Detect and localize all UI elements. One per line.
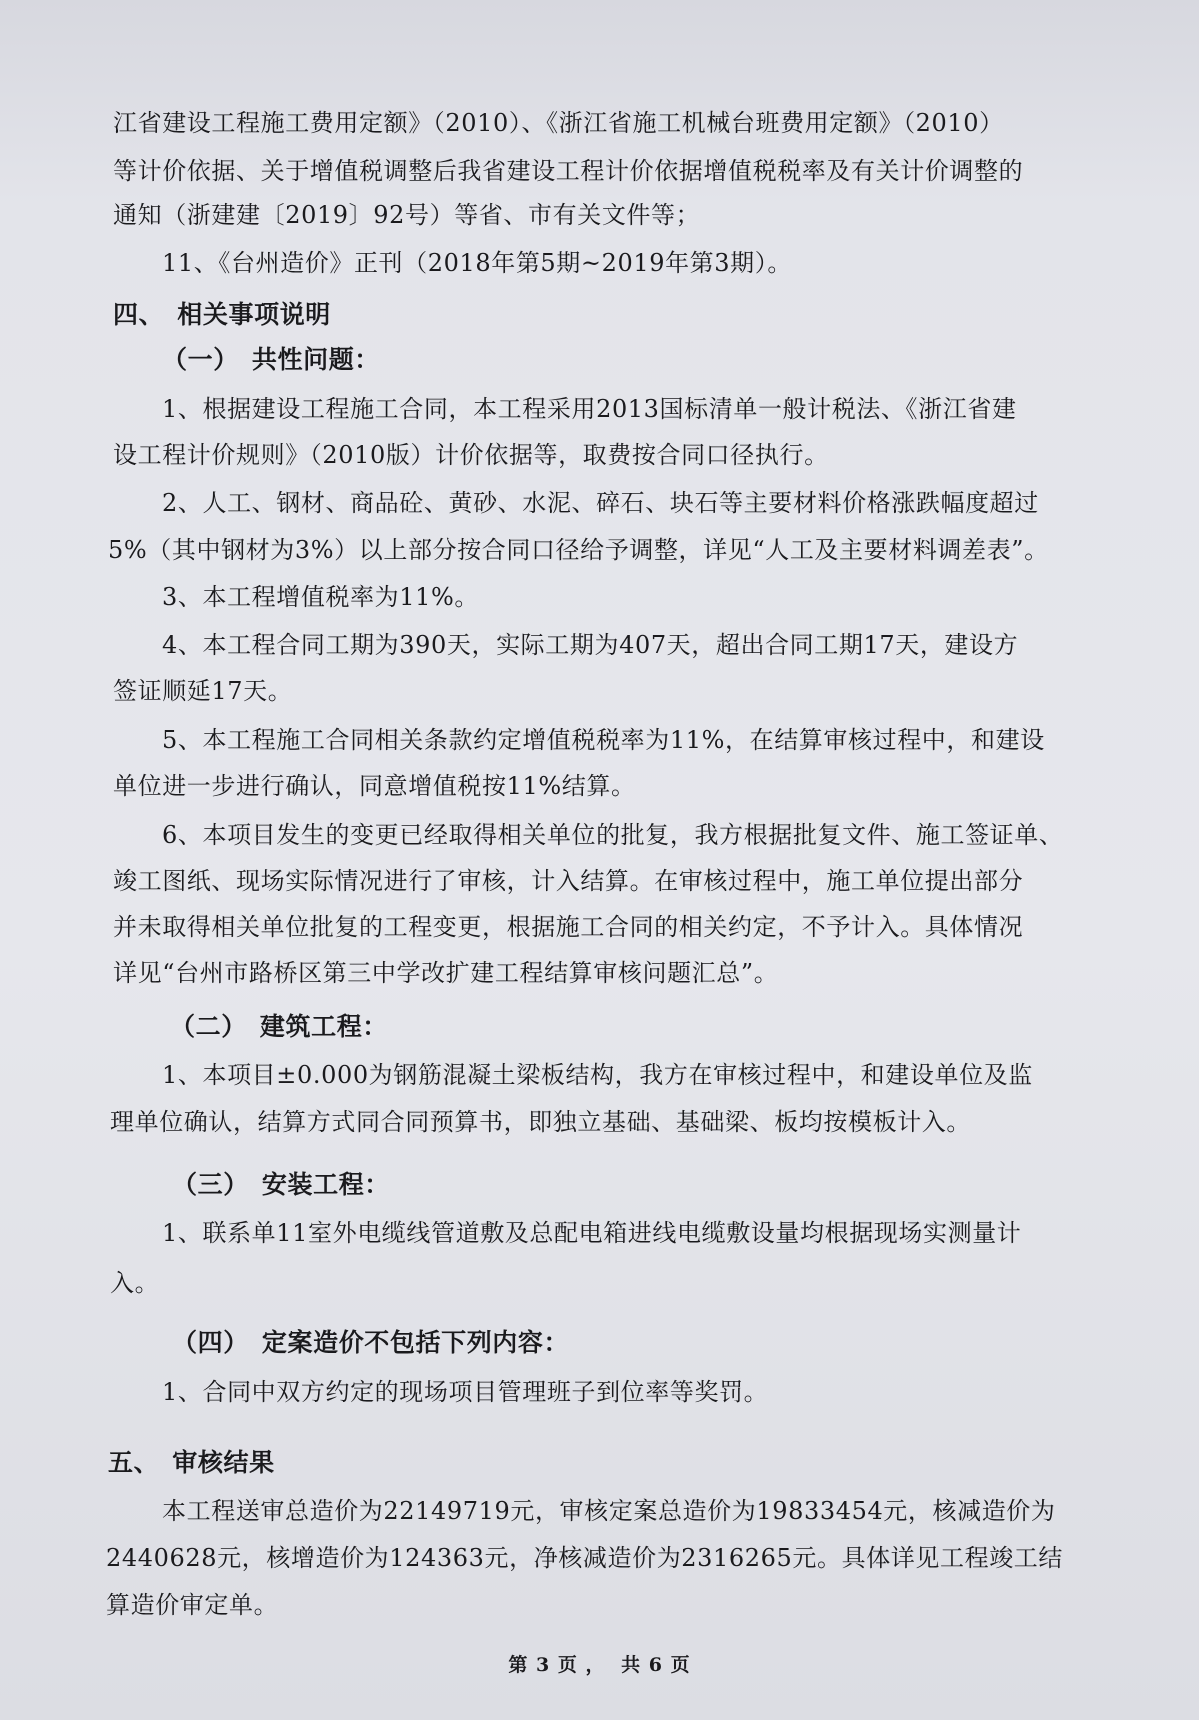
body-line: 1、联系单11室外电缆线管道敷及总配电箱进线电缆敷设量均根据现场实测量计 [162, 1219, 1022, 1247]
body-line: 1、合同中双方约定的现场项目管理班子到位率等奖罚。 [162, 1378, 769, 1406]
subsection-heading-installation: （三） 安装工程： [172, 1170, 390, 1199]
subsection-heading-exclusions: （四） 定案造价不包括下列内容： [172, 1328, 570, 1357]
body-line: 5%（其中钢材为3%）以上部分按合同口径给予调整，详见“人工及主要材料调差表”。 [108, 536, 1049, 564]
body-line: 算造价审定单。 [106, 1591, 279, 1619]
page-total: 共 6 页 [621, 1654, 691, 1676]
body-line: 5、本工程施工合同相关条款约定增值税税率为11%，在结算审核过程中，和建设 [162, 726, 1045, 754]
body-line: 2、人工、钢材、商品砼、黄砂、水泥、碎石、块石等主要材料价格涨跌幅度超过 [162, 489, 1039, 517]
body-line: 通知（浙建建〔2019〕92号）等省、市有关文件等； [113, 201, 701, 229]
body-line: 并未取得相关单位批复的工程变更，根据施工合同的相关约定，不予计入。具体情况 [113, 913, 1024, 941]
body-line: 1、本项目±0.000为钢筋混凝土梁板结构，我方在审核过程中，和建设单位及监 [162, 1061, 1033, 1089]
body-line: 竣工图纸、现场实际情况进行了审核，计入结算。在审核过程中，施工单位提出部分 [113, 867, 1024, 895]
subsection-heading-common: （一） 共性问题： [162, 345, 380, 374]
body-line: 4、本工程合同工期为390天，实际工期为407天，超出合同工期17天，建设方 [162, 631, 1019, 659]
body-line: 签证顺延17天。 [113, 677, 293, 705]
body-line: 入。 [110, 1269, 160, 1297]
body-line: 江省建设工程施工费用定额》（2010）、《浙江省施工机械台班费用定额》（2010） [113, 109, 1004, 137]
section-heading-5: 五、 审核结果 [108, 1448, 275, 1477]
body-line: 2440628元，核增造价为124363元，净核减造价为2316265元。具体详见工程竣工结 [106, 1544, 1063, 1572]
subsection-heading-building: （二） 建筑工程： [170, 1012, 388, 1041]
body-line: 本工程送审总造价为22149719元，审核定案总造价为19833454元，核减造价为 [162, 1497, 1056, 1525]
body-line: 理单位确认，结算方式同合同预算书，即独立基础、基础梁、板均按模板计入。 [110, 1108, 971, 1136]
body-line: 3、本工程增值税率为11%。 [162, 583, 480, 611]
body-line: 等计价依据、关于增值税调整后我省建设工程计价依据增值税税率及有关计价调整的 [113, 157, 1024, 185]
body-line: 6、本项目发生的变更已经取得相关单位的批复，我方根据批复文件、施工签证单、 [162, 821, 1064, 849]
body-line: 单位进一步进行确认，同意增值税按11%结算。 [113, 772, 636, 800]
page-footer [0, 1650, 1199, 1677]
body-line: 详见“台州市路桥区第三中学改扩建工程结算审核问题汇总”。 [113, 959, 779, 987]
body-line: 设工程计价规则》（2010版）计价依据等，取费按合同口径执行。 [113, 441, 829, 469]
body-line: 11、《台州造价》正刊（2018年第5期~2019年第3期）。 [162, 249, 792, 277]
body-line: 1、根据建设工程施工合同，本工程采用2013国标清单一般计税法、《浙江省建 [162, 395, 1017, 423]
section-heading-4: 四、 相关事项说明 [113, 300, 331, 329]
page-number: 第 3 页 ， [508, 1654, 606, 1676]
